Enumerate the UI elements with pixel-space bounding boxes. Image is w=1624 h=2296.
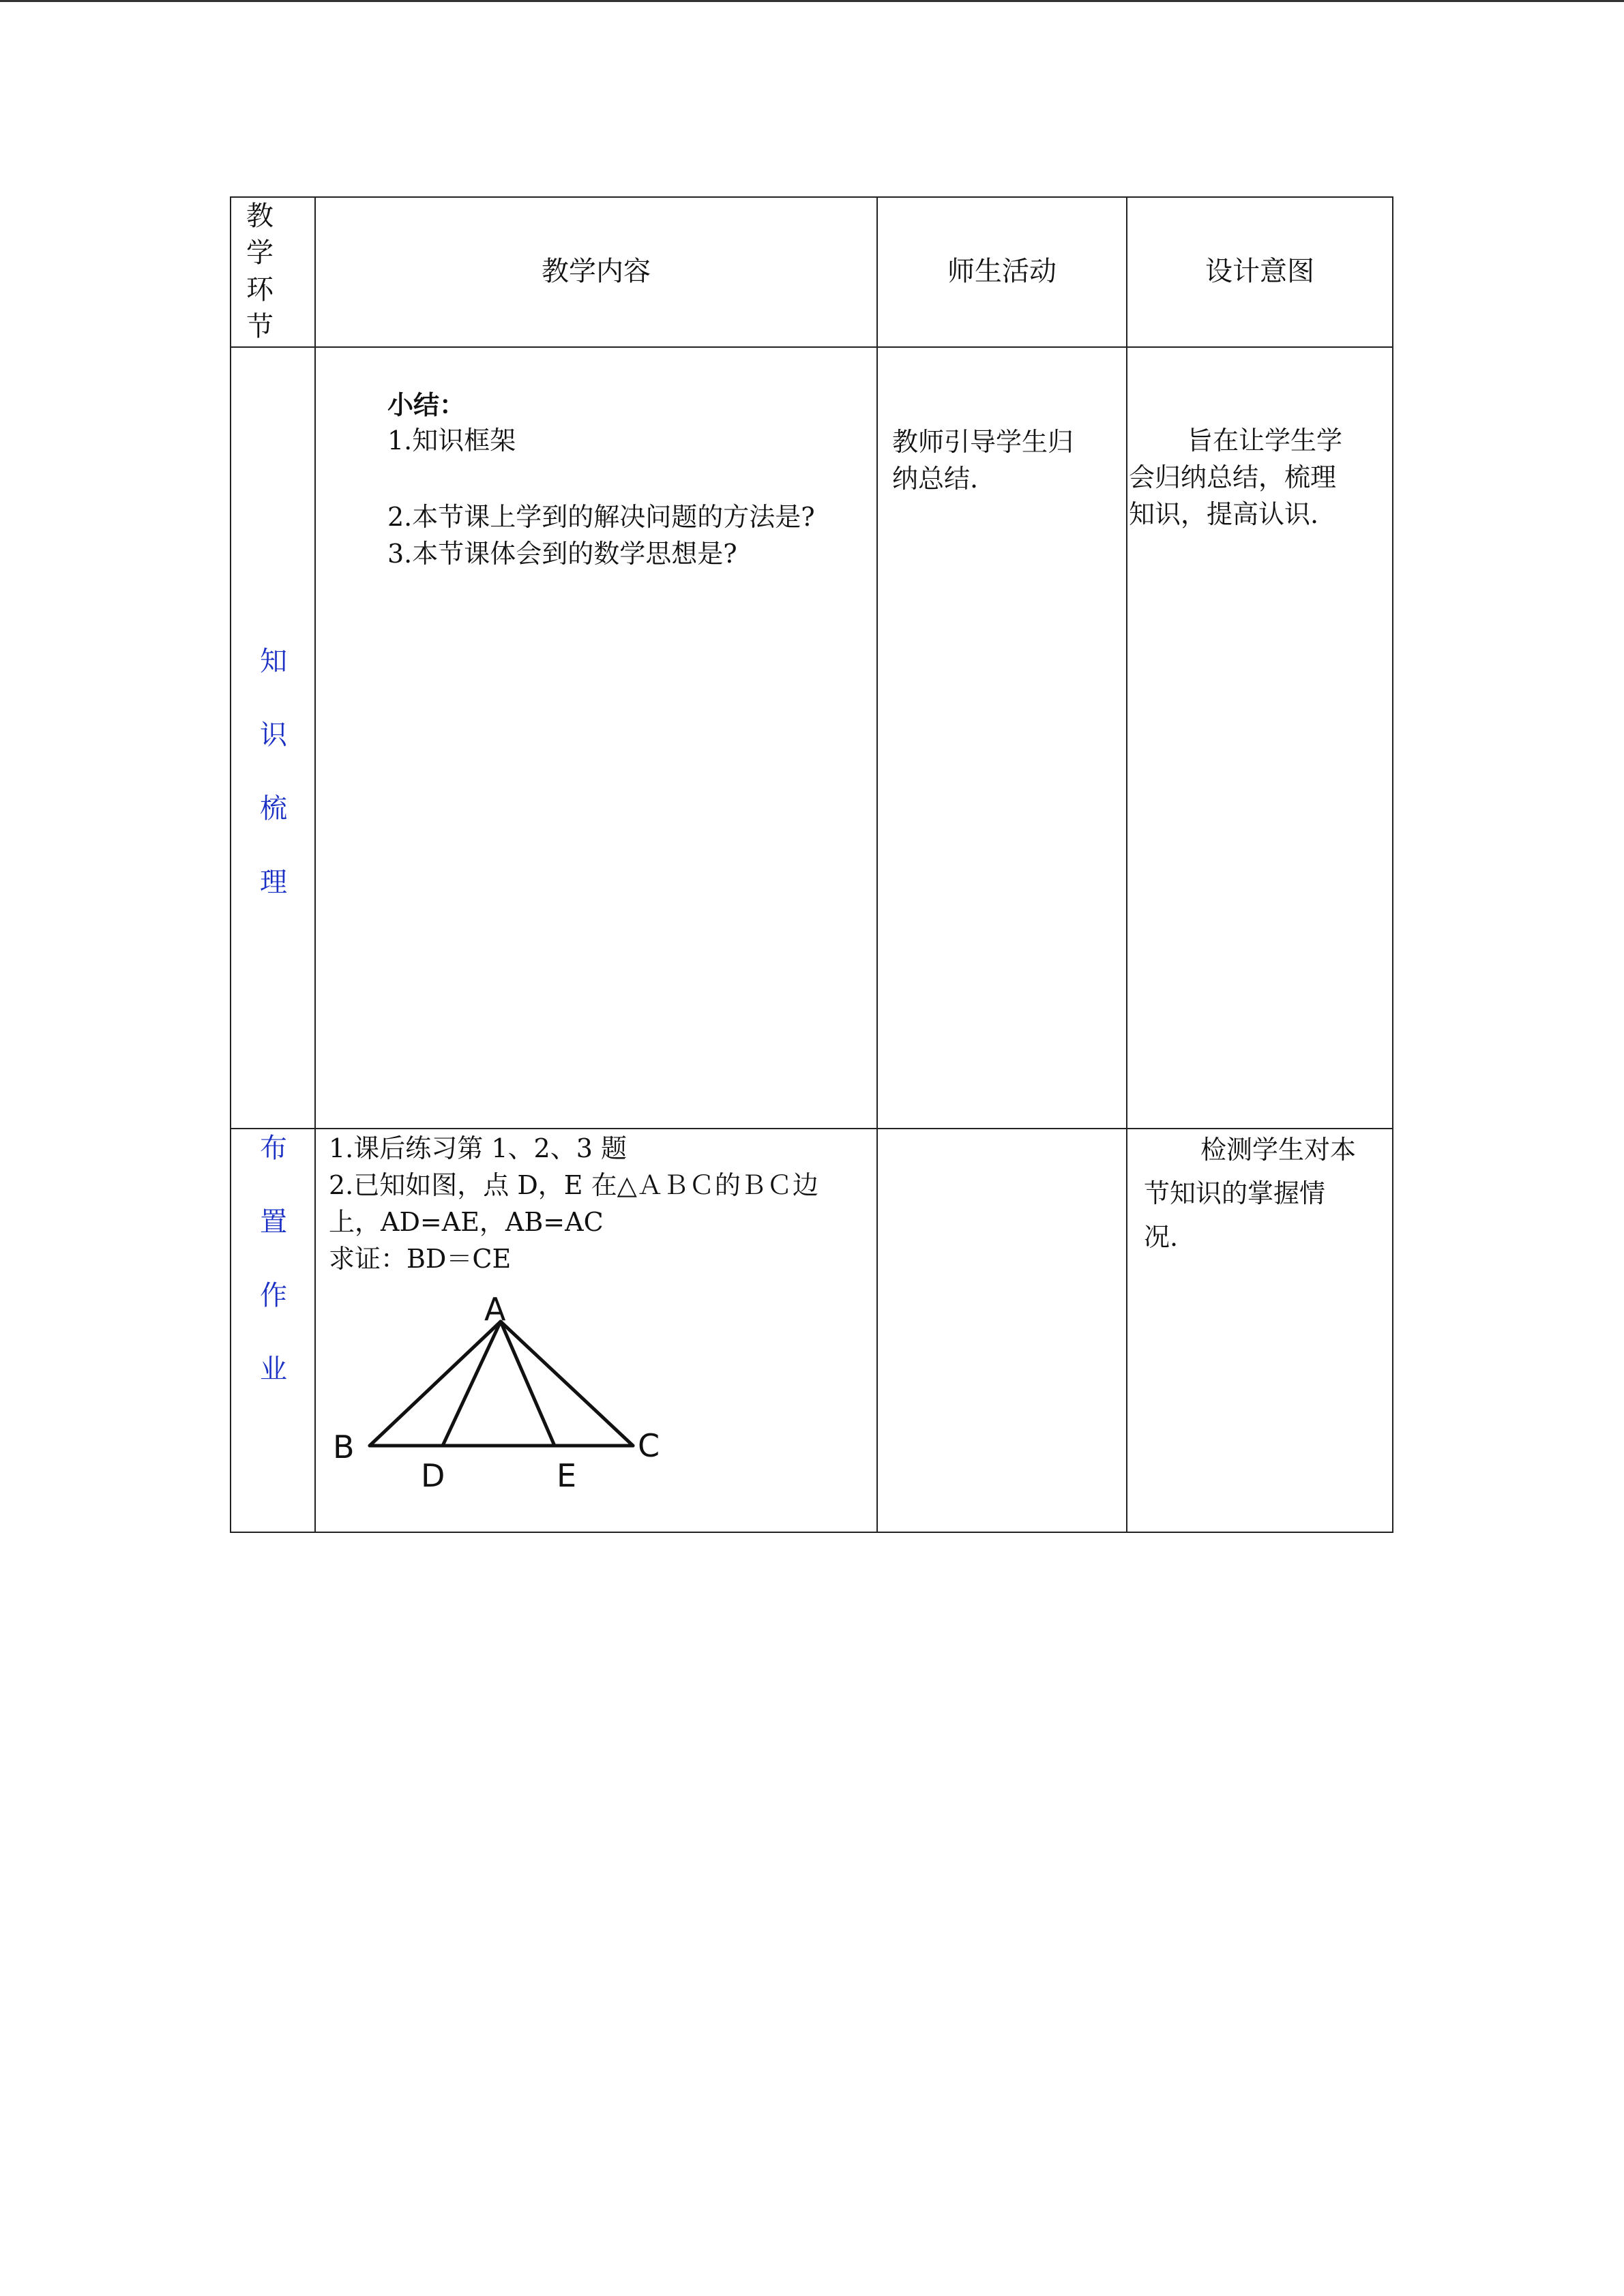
stage-char: 布 [260, 1133, 287, 1164]
label-d: D [421, 1457, 445, 1487]
summary-heading: 小结： [387, 389, 466, 420]
label-e: E [557, 1457, 577, 1487]
summary-item-2: 2.本节课上学到的解决问题的方法是? [387, 502, 815, 532]
header-activity: 师生活动 [947, 256, 1057, 287]
triangle-figure [321, 1275, 675, 1487]
label-a: A [484, 1291, 506, 1328]
header-content: 教学内容 [542, 256, 651, 287]
stage-char: 知 [260, 646, 287, 677]
header-stage-cell [239, 198, 280, 345]
intent-line-1: 旨在让学生学 [1187, 426, 1343, 456]
side-ac [501, 1322, 633, 1446]
label-b: B [333, 1429, 355, 1465]
homework-line-1: 1.课后练习第 1、2、3 题 [329, 1133, 627, 1163]
header-stage-char: 环 [246, 274, 274, 305]
stage-char: 业 [260, 1354, 287, 1385]
stage-knowledge-review [253, 642, 294, 937]
homework-intent-line-1: 检测学生对本 [1200, 1135, 1357, 1165]
activity-line-1: 教师引导学生归 [892, 427, 1074, 457]
header-stage-char: 教 [246, 200, 274, 232]
header-stage-char: 学 [246, 237, 274, 269]
summary-item-1: 1.知识框架 [387, 426, 516, 456]
homework-line-4: 求证：BD＝CE [329, 1244, 512, 1274]
stage-char: 置 [260, 1206, 287, 1238]
side-ab [370, 1322, 501, 1446]
homework-line-3: 上，AD=AE，AB=AC [329, 1207, 604, 1237]
homework-intent-line-3: 况. [1144, 1222, 1179, 1252]
segment-ae [501, 1322, 555, 1446]
segment-ad [443, 1322, 501, 1446]
summary-item-3: 3.本节课体会到的数学思想是? [387, 539, 737, 569]
intent-line-3: 知识，提高认识. [1129, 499, 1319, 529]
header-intent: 设计意图 [1205, 256, 1314, 287]
label-c: C [638, 1427, 660, 1464]
stage-char: 梳 [260, 793, 287, 824]
stage-homework [253, 1129, 294, 1424]
stage-char: 作 [260, 1280, 287, 1311]
header-stage-char: 节 [246, 311, 274, 342]
page-top-border [0, 0, 1624, 2]
stage-char: 理 [260, 867, 287, 898]
homework-intent-line-2: 节知识的掌握情 [1144, 1178, 1326, 1208]
intent-line-2: 会归纳总结，梳理 [1129, 462, 1337, 492]
homework-line-2: 2.已知如图，点 D，E 在△ＡＢＣ的ＢＣ边 [329, 1170, 818, 1200]
stage-char: 识 [260, 719, 287, 751]
activity-line-2: 纳总结. [892, 464, 979, 494]
